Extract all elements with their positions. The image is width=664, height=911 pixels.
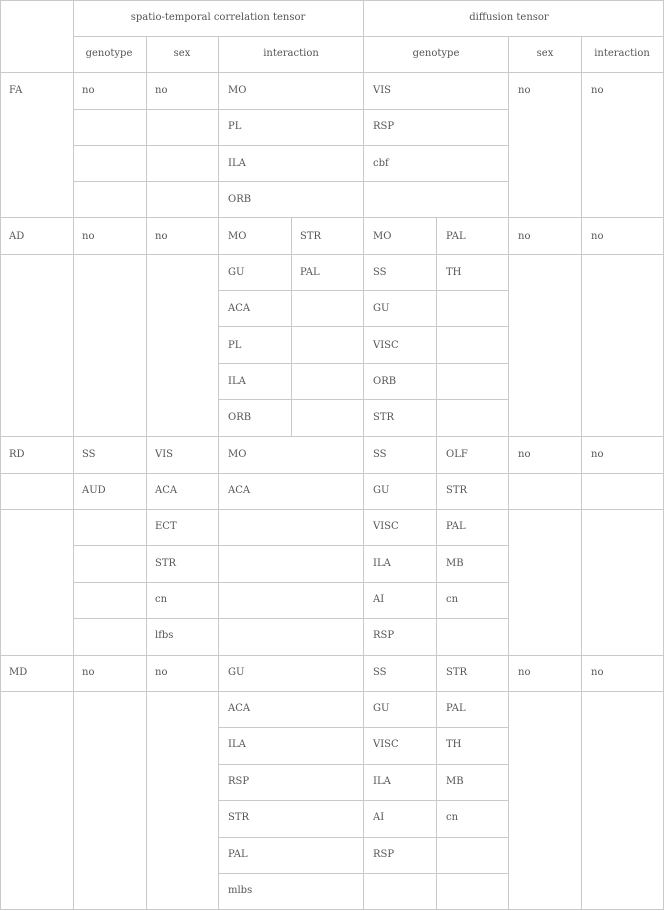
table-rule-horizontal bbox=[73, 582, 509, 583]
table-cell: STR bbox=[228, 812, 250, 823]
table-cell: OLF bbox=[446, 449, 468, 460]
table-cell: AUD bbox=[82, 485, 106, 496]
table-cell: MB bbox=[446, 558, 464, 569]
table-cell: cn bbox=[155, 594, 168, 605]
table-cell: cn bbox=[446, 594, 459, 605]
table-cell: no bbox=[518, 667, 531, 678]
subheader-sex: sex bbox=[173, 48, 191, 59]
table-cell: VISC bbox=[373, 521, 399, 532]
table-rule-horizontal bbox=[0, 72, 664, 73]
table-cell: MB bbox=[446, 776, 464, 787]
table-rule-vertical bbox=[436, 655, 437, 910]
table-cell: GU bbox=[373, 703, 390, 714]
table-cell: STR bbox=[155, 558, 177, 569]
table-rule-vertical bbox=[581, 36, 582, 910]
table-cell: AI bbox=[373, 812, 385, 823]
table-rule-horizontal bbox=[0, 217, 664, 218]
table-cell: STR bbox=[300, 231, 322, 242]
table-rule-horizontal bbox=[0, 691, 664, 692]
table-cell: ACA bbox=[155, 485, 178, 496]
row-label-md: MD bbox=[9, 667, 28, 678]
table-cell: PAL bbox=[228, 849, 248, 860]
table-rule-vertical bbox=[73, 0, 74, 910]
table-cell: GU bbox=[373, 485, 390, 496]
table-cell: MO bbox=[228, 231, 247, 242]
table-rule-horizontal bbox=[73, 545, 509, 546]
table-cell: ACA bbox=[228, 703, 251, 714]
table-rule-vertical bbox=[363, 0, 364, 910]
table-cell: RSP bbox=[373, 849, 395, 860]
header-spatio-temporal: spatio-temporal correlation tensor bbox=[130, 12, 306, 23]
table-cell: RSP bbox=[373, 630, 395, 641]
table-cell: PL bbox=[228, 340, 242, 351]
table-cell: STR bbox=[446, 667, 468, 678]
table-cell: VIS bbox=[373, 85, 392, 96]
table-cell: ECT bbox=[155, 521, 177, 532]
table-cell: no bbox=[518, 231, 531, 242]
table-cell: no bbox=[155, 85, 168, 96]
table-rule-vertical bbox=[146, 36, 147, 910]
table-cell: GU bbox=[373, 303, 390, 314]
table-cell: no bbox=[518, 449, 531, 460]
table-rule-horizontal bbox=[0, 509, 664, 510]
table-cell: ACA bbox=[228, 303, 251, 314]
table-cell: SS bbox=[373, 667, 387, 678]
table-cell: cbf bbox=[373, 158, 389, 169]
table-rule-horizontal bbox=[73, 109, 509, 110]
table-cell: MO bbox=[228, 85, 247, 96]
table-rule-vertical bbox=[508, 36, 509, 910]
subheader-genotype-diffusion: genotype bbox=[412, 48, 460, 59]
subheader-sex-diffusion: sex bbox=[536, 48, 554, 59]
header-diffusion: diffusion tensor bbox=[469, 12, 549, 23]
table-cell: ACA bbox=[228, 485, 251, 496]
table-cell: no bbox=[591, 667, 604, 678]
table-rule-horizontal bbox=[73, 618, 509, 619]
table-cell: ORB bbox=[228, 194, 252, 205]
table-cell: ILA bbox=[228, 158, 246, 169]
table-rule-horizontal bbox=[0, 473, 664, 474]
table-cell: GU bbox=[228, 267, 245, 278]
table-rule-horizontal bbox=[0, 436, 664, 437]
table-cell: mlbs bbox=[228, 885, 253, 896]
table-cell: lfbs bbox=[155, 630, 174, 641]
table-cell: STR bbox=[373, 412, 395, 423]
table-cell: no bbox=[591, 231, 604, 242]
row-label-fa: FA bbox=[9, 85, 23, 96]
table-cell: PL bbox=[228, 121, 242, 132]
subheader-genotype: genotype bbox=[85, 48, 133, 59]
table-cell: VISC bbox=[373, 739, 399, 750]
subheader-interaction-diffusion: interaction bbox=[594, 48, 650, 59]
table-rule-vertical bbox=[218, 36, 219, 910]
table-cell: no bbox=[591, 85, 604, 96]
table-rule-horizontal bbox=[73, 36, 664, 37]
table-cell: RSP bbox=[228, 776, 250, 787]
table-cell: PAL bbox=[446, 521, 466, 532]
table-rule-horizontal bbox=[0, 254, 664, 255]
subheader-interaction: interaction bbox=[263, 48, 319, 59]
table-cell: STR bbox=[446, 485, 468, 496]
table-rule-vertical bbox=[0, 0, 1, 910]
row-label-ad: AD bbox=[9, 231, 25, 242]
table-cell: SS bbox=[82, 449, 96, 460]
table-cell: TH bbox=[446, 739, 462, 750]
table-cell: VISC bbox=[373, 340, 399, 351]
table-rule-horizontal bbox=[0, 0, 664, 1]
table-cell: ORB bbox=[373, 376, 397, 387]
table-cell: ILA bbox=[228, 739, 246, 750]
table-cell: MO bbox=[373, 231, 392, 242]
table-cell: SS bbox=[373, 449, 387, 460]
row-label-rd: RD bbox=[9, 449, 25, 460]
table-cell: no bbox=[155, 231, 168, 242]
table-cell: no bbox=[155, 667, 168, 678]
table-cell: no bbox=[518, 85, 531, 96]
table-rule-vertical bbox=[291, 217, 292, 437]
table-cell: ILA bbox=[373, 558, 391, 569]
table-cell: PAL bbox=[300, 267, 320, 278]
table-cell: ILA bbox=[373, 776, 391, 787]
table-cell: VIS bbox=[155, 449, 174, 460]
table-rule-vertical bbox=[436, 217, 437, 656]
table-cell: no bbox=[82, 85, 95, 96]
table-cell: PAL bbox=[446, 703, 466, 714]
table-cell: TH bbox=[446, 267, 462, 278]
table-rule-horizontal bbox=[73, 181, 509, 182]
table-cell: RSP bbox=[373, 121, 395, 132]
table-cell: no bbox=[591, 449, 604, 460]
table-cell: MO bbox=[228, 449, 247, 460]
table-cell: no bbox=[82, 231, 95, 242]
table-cell: no bbox=[82, 667, 95, 678]
table-rule-horizontal bbox=[0, 655, 664, 656]
table-rule-horizontal bbox=[0, 909, 664, 910]
table-cell: AI bbox=[373, 594, 385, 605]
table-cell: GU bbox=[228, 667, 245, 678]
table-cell: cn bbox=[446, 812, 459, 823]
table-cell: PAL bbox=[446, 231, 466, 242]
table-rule-horizontal bbox=[73, 145, 509, 146]
table-cell: ORB bbox=[228, 412, 252, 423]
table-cell: ILA bbox=[228, 376, 246, 387]
table-cell: SS bbox=[373, 267, 387, 278]
